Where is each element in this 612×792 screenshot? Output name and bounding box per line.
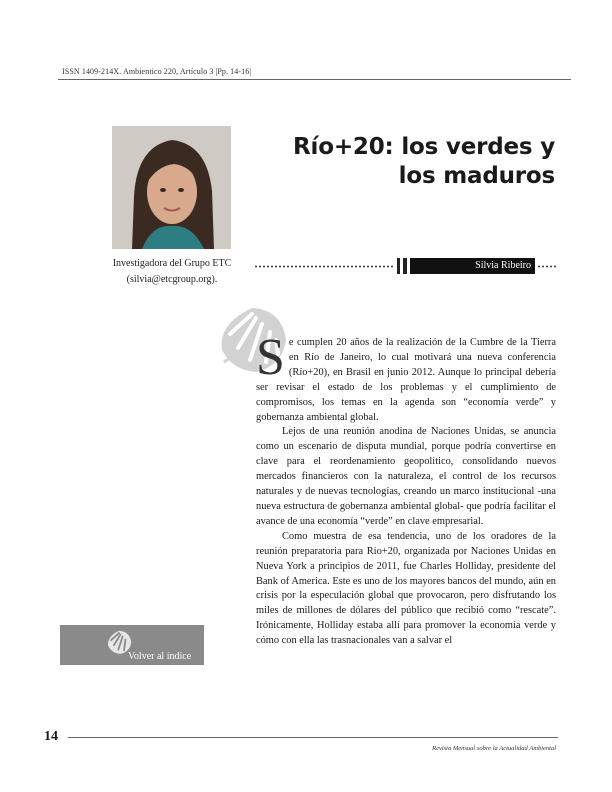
title-line-1: Río+20: los verdes y [293,134,555,160]
paragraph-1-text: e cumplen 20 años de la realización de la Cumbre de la Tierra en Río de Janeiro, lo cual motivará una nueva conferencia (Río+20), en Brasil en junio 2012. Aunque lo principal debería ser revisar el estado de los problemas y el cumplimiento de compromisos, los temas en la agenda son “economía verde” y gobernanza ambiental global. [256,337,556,423]
rule-bar [397,258,400,274]
title-line-2: los maduros [398,163,555,189]
back-to-index-button[interactable] [60,625,204,665]
top-rule [58,79,571,80]
issn-header: ISSN 1409-214X. Ambientico 220, Artículo 3 |Pp. 14-16| [62,67,252,76]
page-number: 14 [44,729,58,744]
paragraph-1 [256,329,556,425]
author-caption: Investigadora del Grupo ETC (silvia@etcgroup.org). [112,258,232,285]
author-photo [112,126,231,249]
journal-name: Revista Mensual sobre la Actualidad Ambiental [432,745,556,752]
article-body [256,329,556,649]
bottom-rule [68,737,558,738]
dotted-rule-left [254,265,394,268]
author-name: Silvia Ribeiro [410,258,535,274]
article-title [293,133,555,191]
back-to-index-label: Volver al índice [128,651,192,662]
drop-cap: S [256,329,285,386]
paragraph-3: Como muestra de esa tendencia, uno de los oradores de la reunión preparatoria para Río+20, organizada por Naciones Unidas en Nueva York a principios de 2011, fue Charles Holliday, presidente del Bank of America. Este es uno de los mayores bancos del mundo, aún en crisis por la especulación global que provocaron, pero disfrutando los miles de millones de dólares del público que recibió como “rescate”. Irónicamente, Holliday estaba allí para promover la economía verde y cómo con ella las trasnacionales van a salvar el [256,530,556,647]
paragraph-2: Lejos de una reunión anodina de Naciones Unidas, se anuncia como un escenario de disputa mundial, porque podría convertirse en clave para el reordenamiento geopolítico, consolidando nuevos mercados financieros con la naturaleza, el control de los recursos naturales y de nuevas tecnologías, creando un marco institucional -una nueva estructura de gobernanza ambiental global- que podría facilitar el avance de una economía “verde” en clave empresarial. [256,426,556,527]
rule-bar [403,258,407,274]
dotted-rule-right [537,265,557,268]
